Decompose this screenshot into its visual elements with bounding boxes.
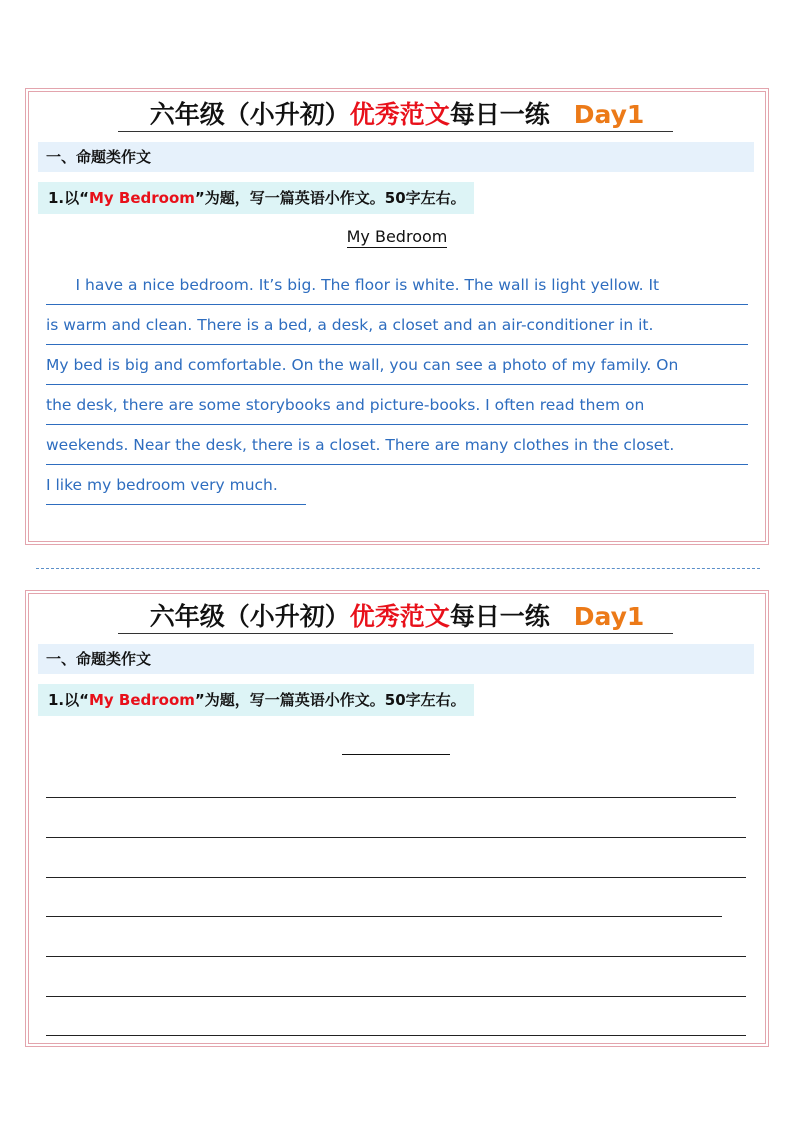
- writing-line: [46, 956, 746, 957]
- question-topic: My Bedroom: [89, 691, 195, 709]
- title-underline: [118, 131, 673, 132]
- writing-line: [46, 1035, 746, 1036]
- writing-line: [46, 837, 746, 838]
- title-day: Day1: [573, 100, 645, 129]
- question-topic: My Bedroom: [89, 189, 195, 207]
- title-grade: 六年级（小升初）: [149, 100, 350, 129]
- essay-title-text: My Bedroom: [346, 227, 448, 246]
- essay-line: I like my bedroom very much.: [46, 465, 306, 505]
- practice-card: [25, 590, 769, 1047]
- title-grade: 六年级（小升初）: [149, 602, 350, 631]
- title-daily: 每日一练: [449, 100, 550, 129]
- essay-line: weekends. Near the desk, there is a closet. There are many clothes in the closet.: [46, 425, 748, 465]
- writing-line: [46, 916, 722, 917]
- essay-line: I have a nice bedroom. It’s big. The floor is white. The wall is light yellow. It: [46, 265, 748, 305]
- essay-line: is warm and clean. There is a bed, a desk, a closet and an air-conditioner in it.: [46, 305, 748, 345]
- model-essay-card: [25, 88, 769, 545]
- question-prompt: [38, 182, 474, 214]
- question-suffix: ”为题，写一篇英语小作文。50字左右。: [194, 691, 466, 709]
- essay-line: the desk, there are some storybooks and picture-books. I often read them on: [46, 385, 748, 425]
- essay-title: [26, 226, 768, 248]
- question-prompt: [38, 684, 474, 716]
- cut-line-divider: [36, 568, 760, 569]
- page-title: [26, 97, 768, 133]
- question-prefix: 1.以“: [48, 189, 89, 207]
- essay-body: [46, 265, 748, 505]
- essay-line: My bed is big and comfortable. On the wall, you can see a photo of my family. On: [46, 345, 748, 385]
- title-underline: [118, 633, 673, 634]
- writing-line: [46, 877, 746, 878]
- title-daily: 每日一练: [449, 602, 550, 631]
- page-title: [26, 599, 768, 635]
- section-heading: 一、命题类作文: [38, 644, 754, 674]
- title-day: Day1: [573, 602, 645, 631]
- section-heading: 一、命题类作文: [38, 142, 754, 172]
- title-highlight: 优秀范文: [349, 602, 450, 631]
- writing-line: [46, 797, 736, 798]
- question-prefix: 1.以“: [48, 691, 89, 709]
- writing-line: [46, 996, 746, 997]
- title-highlight: 优秀范文: [349, 100, 450, 129]
- question-suffix: ”为题，写一篇英语小作文。50字左右。: [194, 189, 466, 207]
- title-blank-line: [342, 754, 450, 755]
